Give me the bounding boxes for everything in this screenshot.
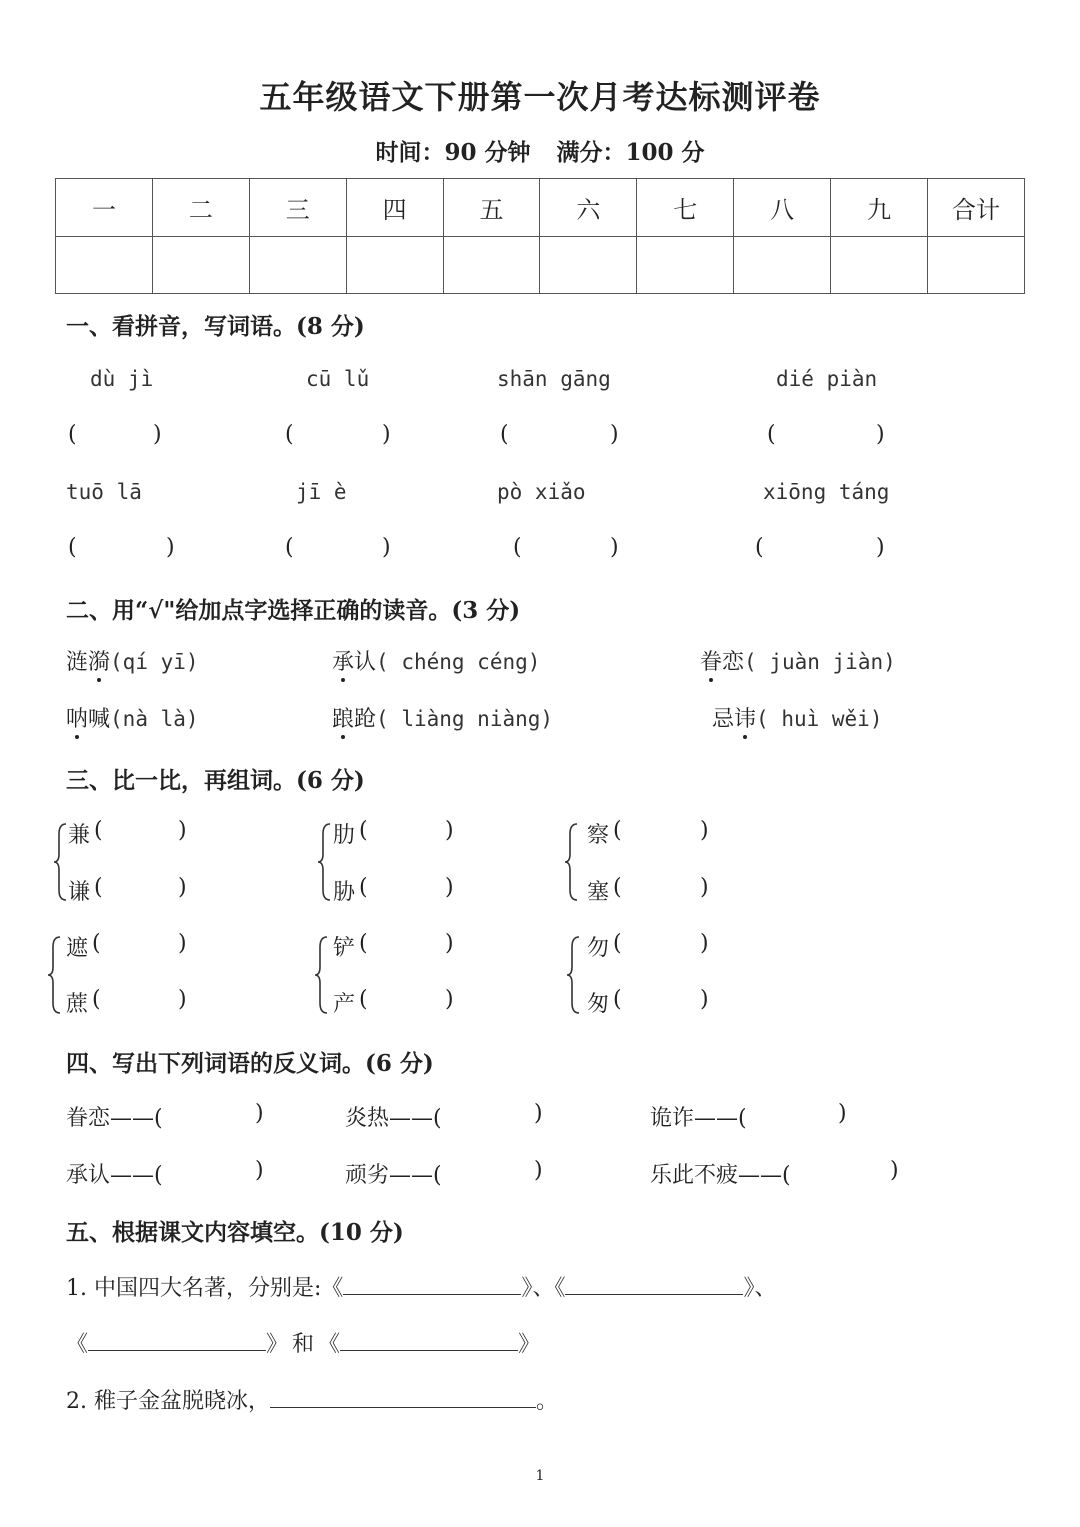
fill-question-1 <box>66 1271 777 1302</box>
score-cell[interactable] <box>56 236 153 294</box>
separator: 、 <box>532 1276 555 1301</box>
score-header-cell: 一 <box>56 179 153 237</box>
answer-close-paren: ) <box>610 535 619 560</box>
score-cell[interactable] <box>346 236 443 294</box>
compare-char: 察 <box>587 823 610 848</box>
score-header-cell: 合计 <box>928 179 1025 237</box>
compare-char: 铲 <box>333 936 356 961</box>
answer-open-paren: ( <box>285 422 294 447</box>
word-char: 跄 <box>354 707 377 732</box>
answer-close-paren: ) <box>255 1101 264 1126</box>
answer-open-paren: ( <box>68 535 77 560</box>
antonym-word: 炎热——( <box>345 1106 442 1131</box>
answer-close-paren: ) <box>445 987 454 1012</box>
reading-item <box>66 645 199 676</box>
answer-close-paren: ) <box>166 535 175 560</box>
antonym-word: 顽劣——( <box>345 1163 442 1188</box>
answer-close-paren: ) <box>178 818 187 843</box>
pinyin-4: dié piàn <box>776 367 878 391</box>
pinyin-options[interactable]: (qí yī) <box>110 650 199 674</box>
brace-icon <box>565 935 581 1015</box>
answer-close-paren: ) <box>153 422 162 447</box>
answer-blank[interactable] <box>88 1330 266 1351</box>
answer-close-paren: ) <box>876 535 885 560</box>
answer-blank[interactable] <box>343 1274 521 1295</box>
question-prefix: 2. 稚子金盆脱晓冰， <box>66 1389 270 1414</box>
score-cell[interactable] <box>443 236 540 294</box>
antonym-word: 诡诈——( <box>650 1106 747 1131</box>
answer-blank[interactable] <box>270 1387 536 1408</box>
dotted-char: 讳 <box>734 702 756 733</box>
pinyin-7: pò xiǎo <box>497 480 586 504</box>
answer-close-paren: ) <box>700 818 709 843</box>
conjunction: 和 <box>292 1332 315 1357</box>
compare-char: 肋 <box>333 823 356 848</box>
answer-open-paren: ( <box>359 818 368 843</box>
answer-open-paren: ( <box>767 422 776 447</box>
compare-char: 塞 <box>587 880 610 905</box>
reading-item <box>700 645 896 676</box>
reading-item <box>66 702 199 733</box>
answer-close-paren: ) <box>876 422 885 447</box>
question-prefix: 1. 中国四大名著，分别是: <box>66 1276 322 1301</box>
answer-blank[interactable] <box>340 1330 518 1351</box>
answer-open-paren: ( <box>613 875 622 900</box>
score-header-cell: 四 <box>346 179 443 237</box>
score-cell[interactable] <box>249 236 346 294</box>
word-char: 涟 <box>66 650 89 675</box>
answer-open-paren: ( <box>92 931 101 956</box>
answer-close-paren: ) <box>890 1158 899 1183</box>
antonym-word: 承认——( <box>66 1163 163 1188</box>
score-table <box>55 178 1025 294</box>
answer-close-paren: ) <box>178 875 187 900</box>
section-5-heading: 五、根据课文内容填空。(10 分) <box>66 1219 404 1246</box>
answer-open-paren: ( <box>500 422 509 447</box>
score-value-row <box>56 236 1025 294</box>
answer-open-paren: ( <box>94 875 103 900</box>
pinyin-options[interactable]: (nà là) <box>110 707 199 731</box>
pinyin-3: shān gāng <box>497 367 611 391</box>
section-1-heading: 一、看拼音，写词语。(8 分) <box>66 313 365 340</box>
exam-subtitle <box>0 134 1080 167</box>
answer-open-paren: ( <box>92 987 101 1012</box>
dotted-char: 踉 <box>332 702 354 733</box>
book-mark: 《 <box>318 1332 341 1357</box>
score-header-cell: 五 <box>443 179 540 237</box>
section-2-heading: 二、用“√"给加点字选择正确的读音。(3 分) <box>66 597 521 624</box>
answer-close-paren: ) <box>534 1158 543 1183</box>
book-mark: 《 <box>321 1276 344 1301</box>
answer-open-paren: ( <box>359 931 368 956</box>
answer-open-paren: ( <box>94 818 103 843</box>
brace-icon <box>313 935 329 1015</box>
answer-close-paren: ) <box>700 875 709 900</box>
answer-close-paren: ) <box>700 987 709 1012</box>
score-header-cell: 二 <box>152 179 249 237</box>
answer-open-paren: ( <box>613 818 622 843</box>
pinyin-1: dù jì <box>90 367 154 391</box>
score-cell[interactable] <box>637 236 734 294</box>
answer-close-paren: ) <box>534 1101 543 1126</box>
compare-char: 匆 <box>587 992 610 1017</box>
full-score: 满分：100 分 <box>556 139 705 166</box>
answer-close-paren: ) <box>445 875 454 900</box>
answer-close-paren: ) <box>838 1101 847 1126</box>
dotted-char: 呐 <box>66 702 88 733</box>
book-mark: 》 <box>518 1332 541 1357</box>
word-char: 恋 <box>722 650 745 675</box>
score-header-cell: 六 <box>540 179 637 237</box>
pinyin-8: xiōng táng <box>763 480 890 504</box>
dotted-char: 漪 <box>88 645 110 676</box>
answer-close-paren: ) <box>178 931 187 956</box>
brace-icon <box>316 822 332 902</box>
period: 。 <box>535 1389 558 1414</box>
answer-open-paren: ( <box>613 987 622 1012</box>
compare-char: 蔗 <box>66 992 89 1017</box>
antonym-word: 乐此不疲——( <box>650 1163 791 1188</box>
pinyin-options[interactable]: ( liàng niàng) <box>376 707 554 731</box>
answer-close-paren: ) <box>382 422 391 447</box>
answer-close-paren: ) <box>445 931 454 956</box>
brace-icon <box>46 935 62 1015</box>
score-header-cell: 九 <box>831 179 928 237</box>
answer-open-paren: ( <box>285 535 294 560</box>
word-char: 忌 <box>712 707 735 732</box>
compare-char: 谦 <box>68 880 91 905</box>
fill-question-2 <box>66 1384 558 1415</box>
word-char: 喊 <box>88 707 111 732</box>
pinyin-2: cū lǔ <box>306 367 370 391</box>
score-header-row <box>56 179 1025 237</box>
brace-icon <box>563 822 579 902</box>
answer-close-paren: ) <box>700 931 709 956</box>
score-cell[interactable] <box>928 236 1025 294</box>
reading-item <box>332 702 553 733</box>
book-mark: 》 <box>521 1276 533 1301</box>
compare-char: 勿 <box>587 936 610 961</box>
book-mark: 》 <box>266 1332 289 1357</box>
section-3-heading: 三、比一比，再组词。(6 分) <box>66 767 365 794</box>
book-mark: 《 <box>554 1276 566 1301</box>
answer-close-paren: ) <box>445 818 454 843</box>
score-header-cell: 七 <box>637 179 734 237</box>
answer-open-paren: ( <box>755 535 764 560</box>
brace-icon <box>52 822 68 902</box>
score-cell[interactable] <box>540 236 637 294</box>
fill-question-1-cont <box>66 1327 540 1358</box>
compare-char: 兼 <box>68 823 91 848</box>
pinyin-options[interactable]: ( juàn jiàn) <box>744 650 896 674</box>
pinyin-6: jī è <box>296 480 347 504</box>
score-cell[interactable] <box>734 236 831 294</box>
answer-close-paren: ) <box>255 1158 264 1183</box>
answer-open-paren: ( <box>613 931 622 956</box>
book-mark: 》 <box>743 1276 755 1301</box>
reading-item <box>712 702 882 733</box>
answer-open-paren: ( <box>359 875 368 900</box>
score-header-cell: 三 <box>249 179 346 237</box>
answer-open-paren: ( <box>513 535 522 560</box>
answer-open-paren: ( <box>359 987 368 1012</box>
exam-title: 五年级语文下册第一次月考达标测评卷 <box>259 78 821 116</box>
separator: 、 <box>754 1276 777 1301</box>
book-mark: 《 <box>66 1332 89 1357</box>
answer-blank[interactable] <box>565 1274 743 1295</box>
antonym-word: 眷恋——( <box>66 1106 163 1131</box>
section-4-heading: 四、写出下列词语的反义词。(6 分) <box>66 1050 434 1077</box>
answer-close-paren: ) <box>610 422 619 447</box>
score-cell[interactable] <box>831 236 928 294</box>
pinyin-options[interactable]: ( chéng céng) <box>376 650 541 674</box>
compare-char: 胁 <box>333 880 356 905</box>
pinyin-5: tuō lā <box>66 480 142 504</box>
reading-item <box>332 645 540 676</box>
page-number: 1 <box>535 1468 545 1484</box>
dotted-char: 承 <box>332 645 354 676</box>
time-limit: 时间：90 分钟 <box>375 139 531 166</box>
pinyin-options[interactable]: ( huì wěi) <box>756 707 883 731</box>
answer-close-paren: ) <box>178 987 187 1012</box>
score-header-cell: 八 <box>734 179 831 237</box>
dotted-char: 眷 <box>700 645 722 676</box>
word-char: 认 <box>354 650 377 675</box>
score-cell[interactable] <box>152 236 249 294</box>
compare-char: 产 <box>333 992 356 1017</box>
compare-char: 遮 <box>66 936 89 961</box>
answer-open-paren: ( <box>68 422 77 447</box>
answer-close-paren: ) <box>382 535 391 560</box>
